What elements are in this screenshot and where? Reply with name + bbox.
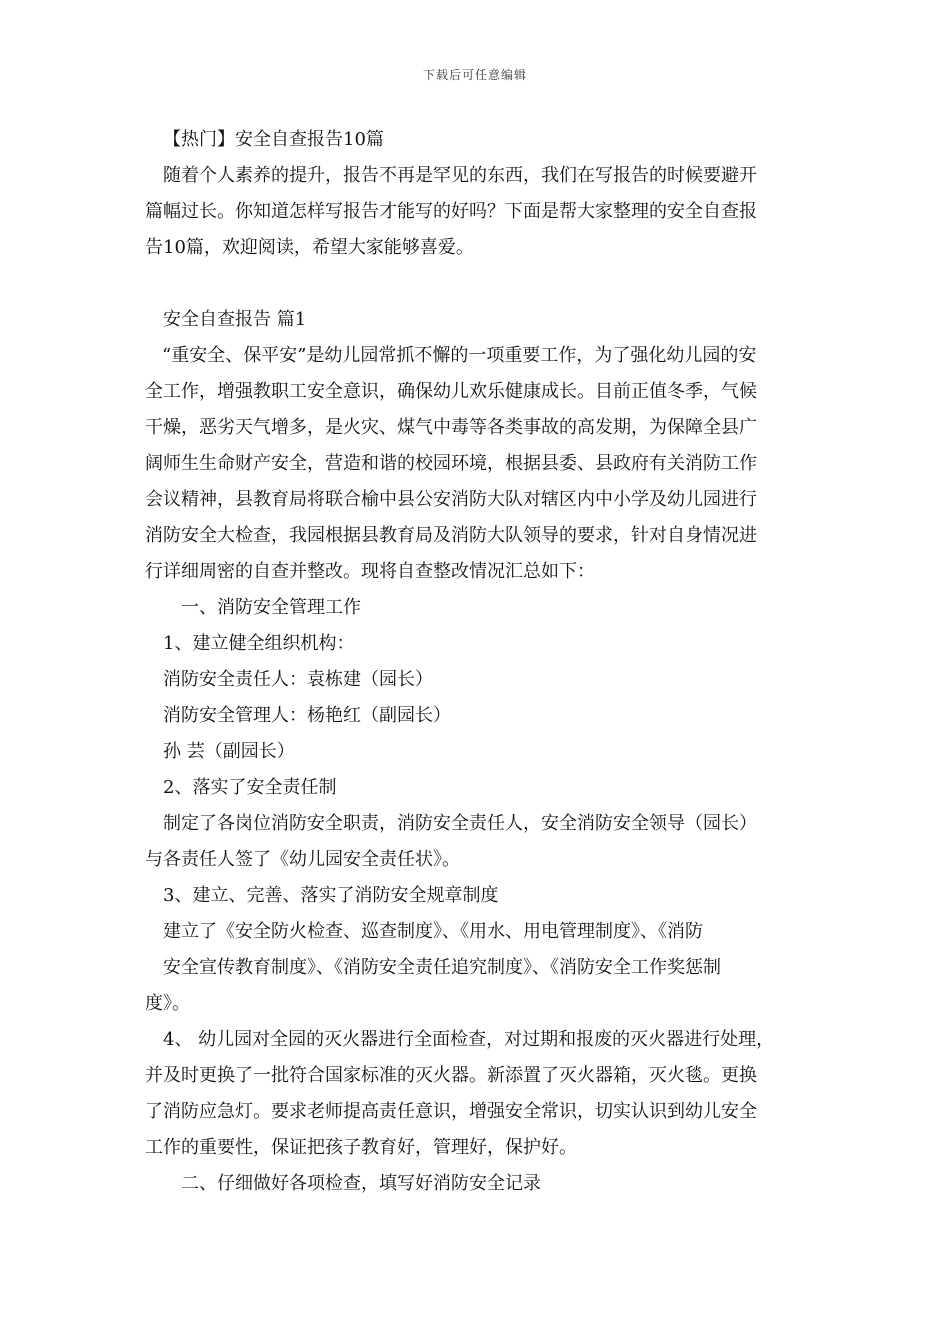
person-3: 孙 芸（副园长）	[163, 741, 295, 762]
intro-line-3: 告10篇，欢迎阅读，希望大家能够喜爱。	[145, 237, 474, 258]
heading-2: 二、仔细做好各项检查，填写好消防安全记录	[181, 1173, 541, 1194]
item-2-line-2: 与各责任人签了《幼儿园安全责任状》。	[145, 849, 460, 870]
item-3-line-1: 建立了《安全防火检查、巡查制度》、《用水、用电管理制度》、《消防	[163, 921, 703, 942]
item-4-line-2: 并及时更换了一批符合国家标准的灭火器。新添置了灭火器箱，灭火毯。更换	[145, 1065, 757, 1086]
item-4-line-4: 工作的重要性，保证把孩子教育好，管理好，保护好。	[145, 1137, 577, 1158]
para1-line-2: 全工作，增强教职工安全意识，确保幼儿欢乐健康成长。目前正值冬季，气候	[145, 381, 757, 402]
person-1: 消防安全责任人：袁栋建（园长）	[163, 669, 433, 690]
item-4-line-1: 4、 幼儿园对全园的灭火器进行全面检查，对过期和报废的灭火器进行处理，	[163, 1029, 775, 1050]
para1-line-5: 会议精神，县教育局将联合榆中县公安消防大队对辖区内中小学及幼儿园进行	[145, 489, 757, 510]
page-header-note: 下载后可任意编辑	[422, 68, 527, 82]
intro-line-2: 篇幅过长。你知道怎样写报告才能写的好吗？下面是帮大家整理的安全自查报	[145, 201, 757, 222]
item-3-line-2: 安全宣传教育制度》、《消防安全责任追究制度》、《消防安全工作奖惩制	[163, 957, 721, 978]
document-title: 【热门】安全自查报告10篇	[163, 129, 384, 150]
item-3-line-3: 度》。	[145, 993, 190, 1014]
item-2-heading: 2、落实了安全责任制	[163, 777, 337, 798]
para1-line-7: 行详细周密的自查并整改。现将自查整改情况汇总如下：	[145, 561, 595, 582]
item-4-line-3: 了消防应急灯。要求老师提高责任意识，增强安全常识，切实认识到幼儿安全	[145, 1101, 757, 1122]
person-2: 消防安全管理人：杨艳红（副园长）	[163, 705, 451, 726]
document-body	[145, 122, 835, 1202]
section-title: 安全自查报告 篇1	[163, 309, 307, 330]
blank-line	[145, 266, 835, 302]
item-3-heading: 3、建立、完善、落实了消防安全规章制度	[163, 885, 499, 906]
para1-line-6: 消防安全大检查，我园根据县教育局及消防大队领导的要求，针对自身情况进	[145, 525, 757, 546]
heading-1: 一、消防安全管理工作	[181, 597, 361, 618]
para1-line-1: “重安全、保平安”是幼儿园常抓不懈的一项重要工作，为了强化幼儿园的安	[162, 345, 757, 366]
item-2-line-1: 制定了各岗位消防安全职责，消防安全责任人，安全消防安全领导（园长）	[163, 813, 757, 834]
para1-line-3: 干燥，恶劣天气增多，是火灾、煤气中毒等各类事故的高发期，为保障全县广	[145, 417, 757, 438]
para1-line-4: 阔师生生命财产安全，营造和谐的校园环境，根据县委、县政府有关消防工作	[145, 453, 757, 474]
item-1-heading: 1、建立健全组织机构：	[163, 633, 355, 654]
intro-line-1: 随着个人素养的提升，报告不再是罕见的东西，我们在写报告的时候要避开	[163, 165, 757, 186]
